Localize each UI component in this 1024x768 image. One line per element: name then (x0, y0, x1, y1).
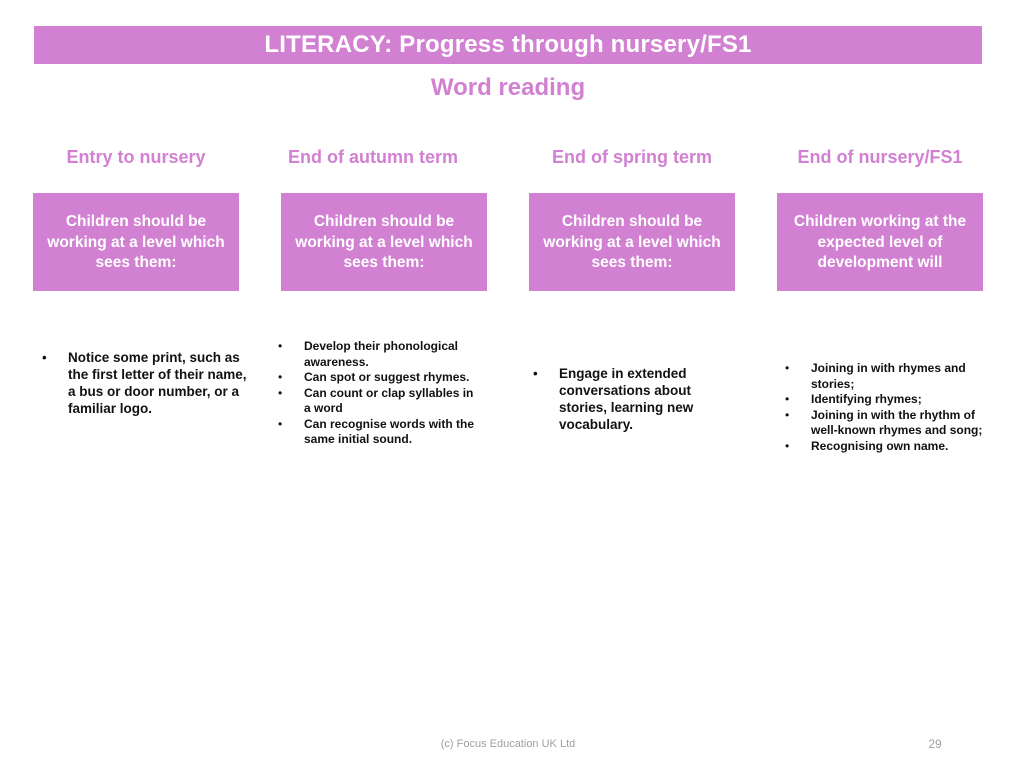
bullet-list-spring (533, 365, 733, 433)
page-title: LITERACY: Progress through nursery/FS1 (264, 31, 752, 58)
bullet-list-entry (42, 349, 252, 417)
list-item: • Can spot or suggest rhymes. (278, 370, 478, 386)
list-item: • Can count or clap syllables in a word (278, 386, 478, 417)
list-item: • Notice some print, such as the first letter of their name, a bus or door number, or a familiar logo. (42, 349, 252, 417)
column-box-autumn: Children should be working at a level which sees them: (281, 193, 487, 291)
copyright-footer: (c) Focus Education UK Ltd (440, 738, 576, 750)
list-item: • Identifying rhymes; (785, 392, 985, 408)
column-box-end-nursery: Children working at the expected level of development will (777, 193, 983, 291)
title-banner (34, 26, 982, 64)
list-item: • Engage in extended conversations about stories, learning new vocabulary. (533, 365, 733, 433)
column-heading-end-nursery: End of nursery/FS1 (797, 147, 963, 167)
list-item: • Develop their phonological awareness. (278, 339, 478, 370)
list-item: • Recognising own name. (785, 439, 985, 455)
column-heading-entry: Entry to nursery (66, 147, 206, 167)
page-subtitle: Word reading (430, 74, 586, 101)
list-item: • Can recognise words with the same initial sound. (278, 417, 478, 448)
column-box-spring: Children should be working at a level which sees them: (529, 193, 735, 291)
bullet-list-end-nursery (785, 361, 985, 454)
page-number: 29 (928, 737, 942, 751)
column-box-entry: Children should be working at a level which sees them: (33, 193, 239, 291)
column-heading-autumn: End of autumn term (288, 147, 458, 167)
bullet-list-autumn (278, 339, 478, 448)
column-heading-spring: End of spring term (551, 147, 712, 167)
list-item: • Joining in with the rhythm of well-known rhymes and song; (785, 408, 985, 439)
list-item: • Joining in with rhymes and stories; (785, 361, 985, 392)
